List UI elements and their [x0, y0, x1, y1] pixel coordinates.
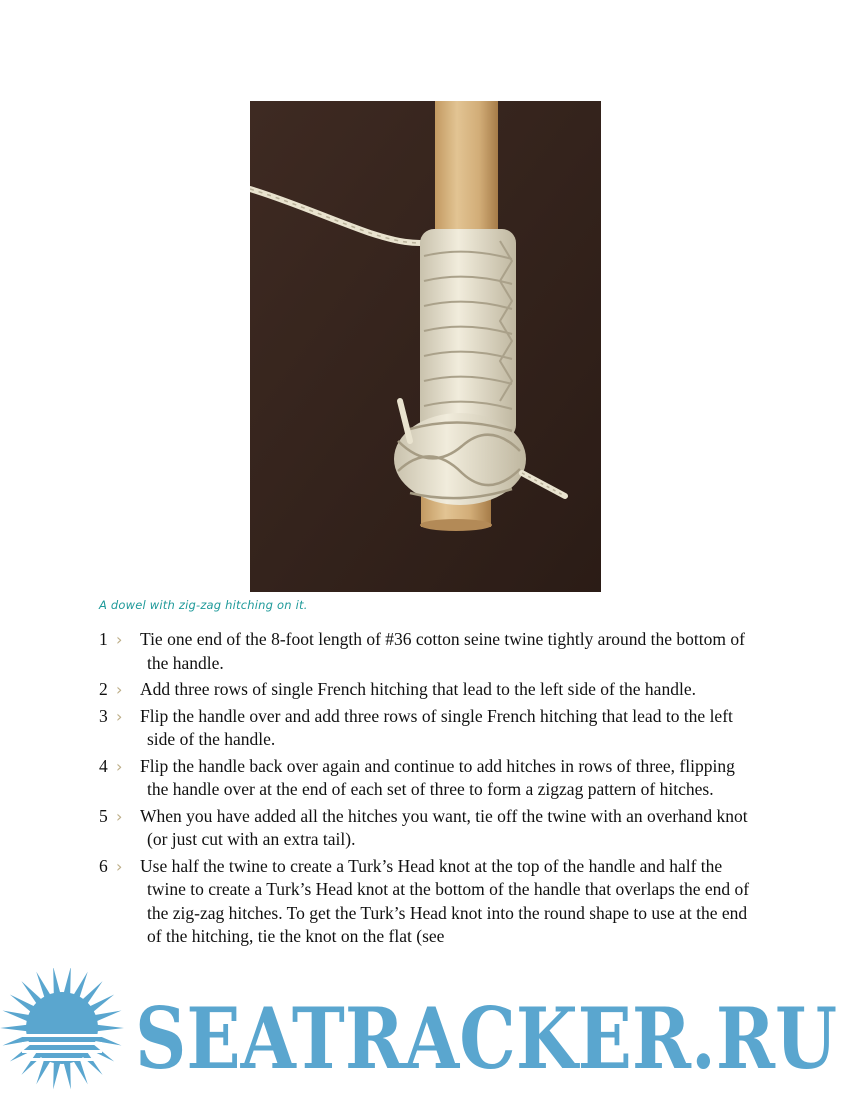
chevron-right-icon: › — [116, 806, 123, 826]
step-text: Add three rows of single French hitching that lead to the left side of the handle. — [140, 679, 696, 699]
step-number: 1 — [99, 629, 108, 649]
step-number: 2 — [99, 679, 108, 699]
step-number: 5 — [99, 805, 108, 826]
sun-icon — [0, 968, 124, 1089]
chevron-right-icon: › — [116, 680, 123, 699]
instruction-steps — [99, 628, 759, 952]
watermark-text: SEATRACKER.RU — [135, 989, 837, 1088]
chevron-right-icon: › — [116, 856, 123, 876]
chevron-right-icon: › — [116, 706, 123, 726]
step-item — [99, 678, 759, 702]
chevron-right-icon: › — [116, 756, 123, 776]
chevron-right-icon: › — [116, 630, 123, 649]
step-text: Use half the twine to create a Turk’s Head knot at the top of the handle and half the twine to create a Turk’s Head knot at the bottom of the handle that overlaps the end of the zig-zag hitches. To get the Turk’s Head knot into the round shape to use at the end of the hitching, tie the knot on the flat (see — [140, 855, 750, 946]
step-item — [99, 855, 759, 949]
figure-caption: A dowel with zig-zag hitching on it. — [99, 598, 308, 612]
step-item — [99, 755, 759, 802]
step-item — [99, 628, 759, 675]
step-number: 3 — [99, 705, 108, 726]
step-number: 4 — [99, 755, 108, 776]
watermark-banner — [0, 968, 850, 1100]
step-item — [99, 805, 759, 852]
step-text: Flip the handle back over again and continue to add hitches in rows of three, flipping the handle over at the end of each set of three to form a zigzag pattern of hitches. — [140, 755, 735, 799]
step-number: 6 — [99, 855, 108, 876]
step-item — [99, 705, 759, 752]
step-text: Tie one end of the 8-foot length of #36 cotton seine twine tightly around the bottom of the handle. — [140, 629, 745, 673]
step-text: Flip the handle over and add three rows of single French hitching that lead to the left side of the handle. — [140, 705, 733, 749]
dowel-photo — [250, 101, 601, 592]
step-text: When you have added all the hitches you want, tie off the twine with an overhand knot (or just cut with an extra tail). — [140, 805, 748, 849]
